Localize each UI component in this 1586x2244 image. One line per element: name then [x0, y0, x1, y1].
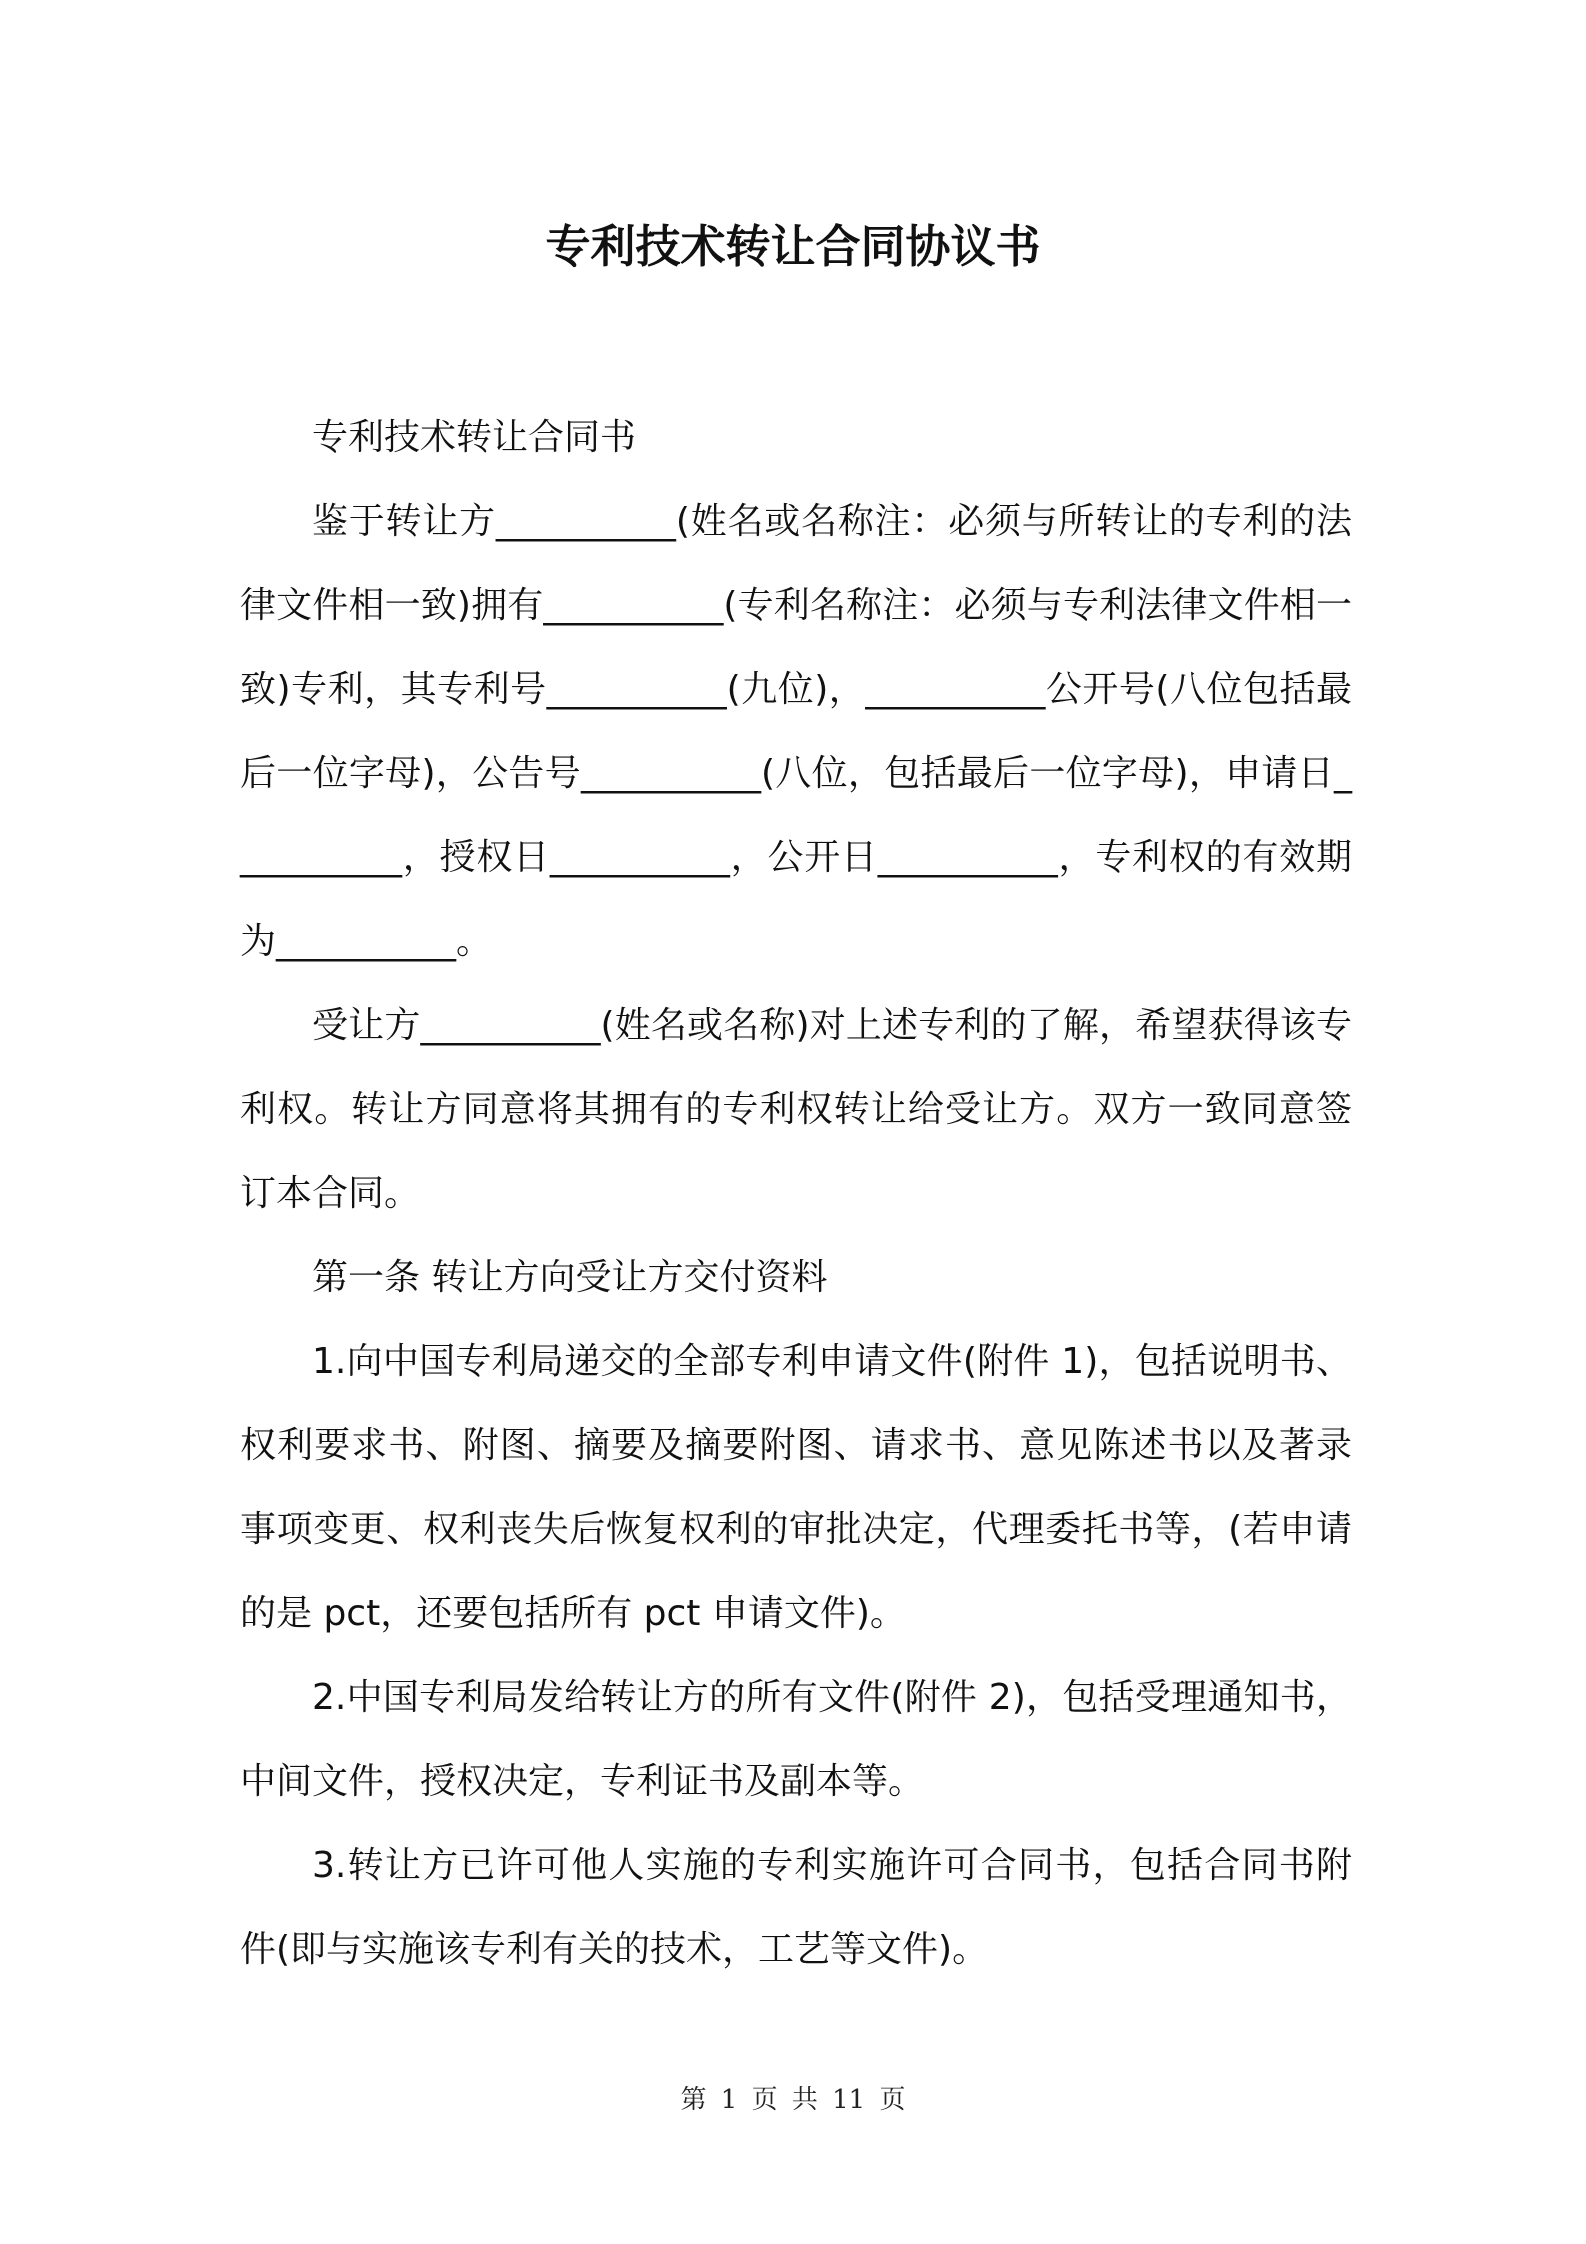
paragraph-subtitle: 专利技术转让合同书 — [312, 417, 637, 458]
paragraph-transferee: 受让方__________(姓名或名称)对上述专利的了解，希望获得该专利权。转让方同意将其拥有的专利权转让给受让方。双方一致同意签订本合同。 — [240, 1005, 1352, 1214]
document-body — [240, 396, 1352, 1992]
article-one-heading: 第一条 转让方向受让方交付资料 — [312, 1257, 828, 1298]
article-one-item-2: 2.中国专利局发给转让方的所有文件(附件 2)，包括受理通知书，中间文件，授权决定，专利证书及副本等。 — [240, 1677, 1352, 1802]
paragraph-whereas-transferor: 鉴于转让方__________(姓名或名称注：必须与所转让的专利的法律文件相一致)拥有__________(专利名称注：必须与专利法律文件相一致)专利，其专利号__________(九位)，__________公开号(八位包括最后一位字母)，公告号__________(八位，包括最后一位字母)，申请日__________，授权日__________，公开日__________，专利权的有效期为__________。 — [240, 501, 1352, 962]
article-one-item-1: 1.向中国专利局递交的全部专利申请文件(附件 1)，包括说明书、权利要求书、附图、摘要及摘要附图、请求书、意见陈述书以及著录事项变更、权利丧失后恢复权利的审批决定，代理委托书等，(若申请的是 pct，还要包括所有 pct 申请文件)。 — [240, 1341, 1352, 1634]
page-number-footer: 第 1 页 共 11 页 — [680, 2085, 906, 2115]
article-one-item-3: 3.转让方已许可他人实施的专利实施许可合同书，包括合同书附件(即与实施该专利有关的技术，工艺等文件)。 — [240, 1845, 1352, 1970]
document-title: 专利技术转让合同协议书 — [545, 220, 1041, 273]
